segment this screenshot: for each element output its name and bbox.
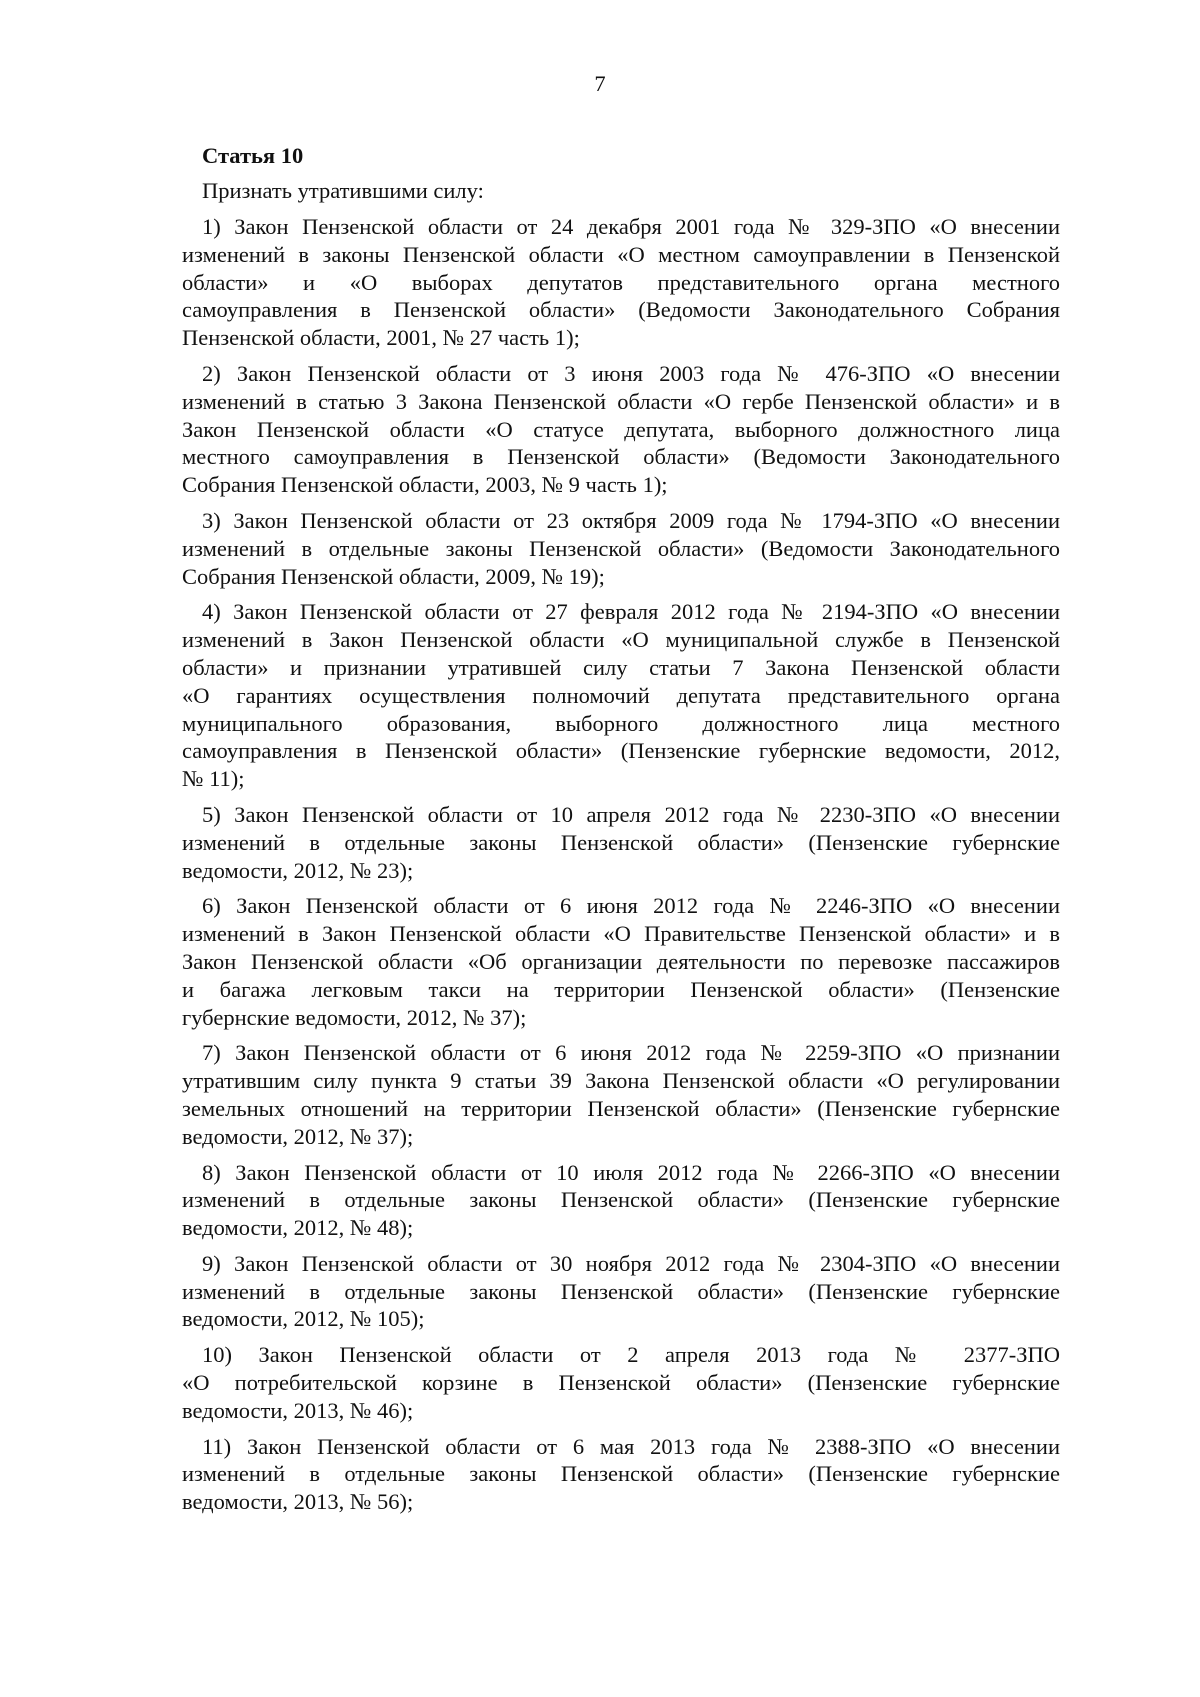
item-line: утратившим силу пункта 9 статьи 39 Закона Пензенской области «О регулировании (182, 1068, 1060, 1094)
item-line: Закон Пензенской области «О статусе депутата, выборного должностного лица (182, 416, 1060, 442)
item-line: 9) Закон Пензенской области от 30 ноября 2012 года № 2304-ЗПО «О внесении (202, 1250, 1060, 1276)
item-line: Закон Пензенской области «Об организации деятельности по перевозке пассажиров (182, 948, 1060, 974)
page-number: 7 (594, 71, 606, 96)
item-line: «О гарантиях осуществления полномочий депутата представительного органа (182, 682, 1060, 708)
item-line: ведомости, 2012, № 48); (182, 1215, 414, 1241)
item-line: Пензенской области, 2001, № 27 часть 1); (182, 325, 580, 351)
item-line: изменений в отдельные законы Пензенской области» (Пензенские губернские (182, 1461, 1060, 1487)
item-line: изменений в Закон Пензенской области «О Правительстве Пензенской области» и в (182, 921, 1060, 947)
item-line: 3) Закон Пензенской области от 23 октября 2009 года № 1794-ЗПО «О внесении (202, 507, 1060, 533)
list-item (182, 1159, 1060, 1242)
item-line: местного самоуправления в Пензенской области» (Ведомости Законодательного (182, 444, 1060, 470)
list-item (182, 507, 1060, 590)
list-item (182, 892, 1060, 1031)
item-line: 8) Закон Пензенской области от 10 июля 2012 года № 2266-ЗПО «О внесении (202, 1159, 1060, 1185)
item-line: самоуправления в Пензенской области» (Пензенские губернские ведомости, 2012, (182, 738, 1060, 764)
item-line: 5) Закон Пензенской области от 10 апреля 2012 года № 2230-ЗПО «О внесении (202, 801, 1060, 827)
list-item (182, 213, 1060, 352)
list-item (182, 1433, 1060, 1516)
list-item (182, 1341, 1060, 1424)
item-line: 6) Закон Пензенской области от 6 июня 2012 года № 2246-ЗПО «О внесении (202, 893, 1060, 919)
article-intro: Признать утратившими силу: (202, 178, 484, 203)
list-item (182, 1039, 1060, 1150)
item-line: Собрания Пензенской области, 2003, № 9 часть 1); (182, 472, 668, 498)
list-item (182, 360, 1060, 499)
item-line: 11) Закон Пензенской области от 6 мая 2013 года № 2388-ЗПО «О внесении (202, 1433, 1060, 1459)
item-line: области» и «О выборах депутатов представительного органа местного (182, 269, 1060, 295)
item-line: Собрания Пензенской области, 2009, № 19); (182, 563, 605, 589)
item-line: ведомости, 2013, № 56); (182, 1489, 414, 1515)
item-line: № 11); (182, 766, 245, 792)
item-line: губернские ведомости, 2012, № 37); (182, 1004, 527, 1030)
item-line: изменений в Закон Пензенской области «О муниципальной службе в Пензенской (182, 627, 1060, 653)
item-line: изменений в отдельные законы Пензенской области» (Пензенские губернские (182, 1278, 1060, 1304)
item-line: и багажа легковым такси на территории Пензенской области» (Пензенские (182, 976, 1060, 1002)
list-item (182, 598, 1060, 793)
item-line: изменений в статью 3 Закона Пензенской области «О гербе Пензенской области» и в (182, 388, 1060, 414)
item-line: 10) Закон Пензенской области от 2 апреля 2013 года № 2377-ЗПО (202, 1342, 1060, 1368)
item-line: изменений в законы Пензенской области «О местном самоуправлении в Пензенской (182, 241, 1060, 267)
article-title: Статья 10 (202, 143, 304, 168)
item-line: 2) Закон Пензенской области от 3 июня 2003 года № 476-ЗПО «О внесении (202, 360, 1060, 386)
list-item (182, 801, 1060, 884)
item-line: ведомости, 2012, № 105); (182, 1306, 425, 1332)
item-line: изменений в отдельные законы Пензенской области» (Пензенские губернские (182, 829, 1060, 855)
item-line: 4) Закон Пензенской области от 27 февраля 2012 года № 2194-ЗПО «О внесении (202, 599, 1060, 625)
item-line: ведомости, 2012, № 23); (182, 857, 414, 883)
item-line: муниципального образования, выборного должностного лица местного (182, 710, 1060, 736)
item-line: ведомости, 2012, № 37); (182, 1123, 414, 1149)
item-line: изменений в отдельные законы Пензенской области» (Ведомости Законодательного (182, 535, 1060, 561)
item-line: изменений в отдельные законы Пензенской области» (Пензенские губернские (182, 1187, 1060, 1213)
item-line: области» и признании утратившей силу статьи 7 Закона Пензенской области (182, 654, 1060, 680)
item-line: земельных отношений на территории Пензенской области» (Пензенские губернские (182, 1095, 1060, 1121)
item-line: ведомости, 2013, № 46); (182, 1397, 414, 1423)
item-line: 7) Закон Пензенской области от 6 июня 2012 года № 2259-ЗПО «О признании (202, 1040, 1060, 1066)
article-content (182, 142, 1060, 1516)
item-line: «О потребительской корзине в Пензенской области» (Пензенские губернские (182, 1370, 1060, 1396)
list-item (182, 1250, 1060, 1333)
item-line: 1) Закон Пензенской области от 24 декабря 2001 года № 329-ЗПО «О внесении (202, 214, 1060, 239)
item-line: самоуправления в Пензенской области» (Ведомости Законодательного Собрания (182, 297, 1060, 323)
